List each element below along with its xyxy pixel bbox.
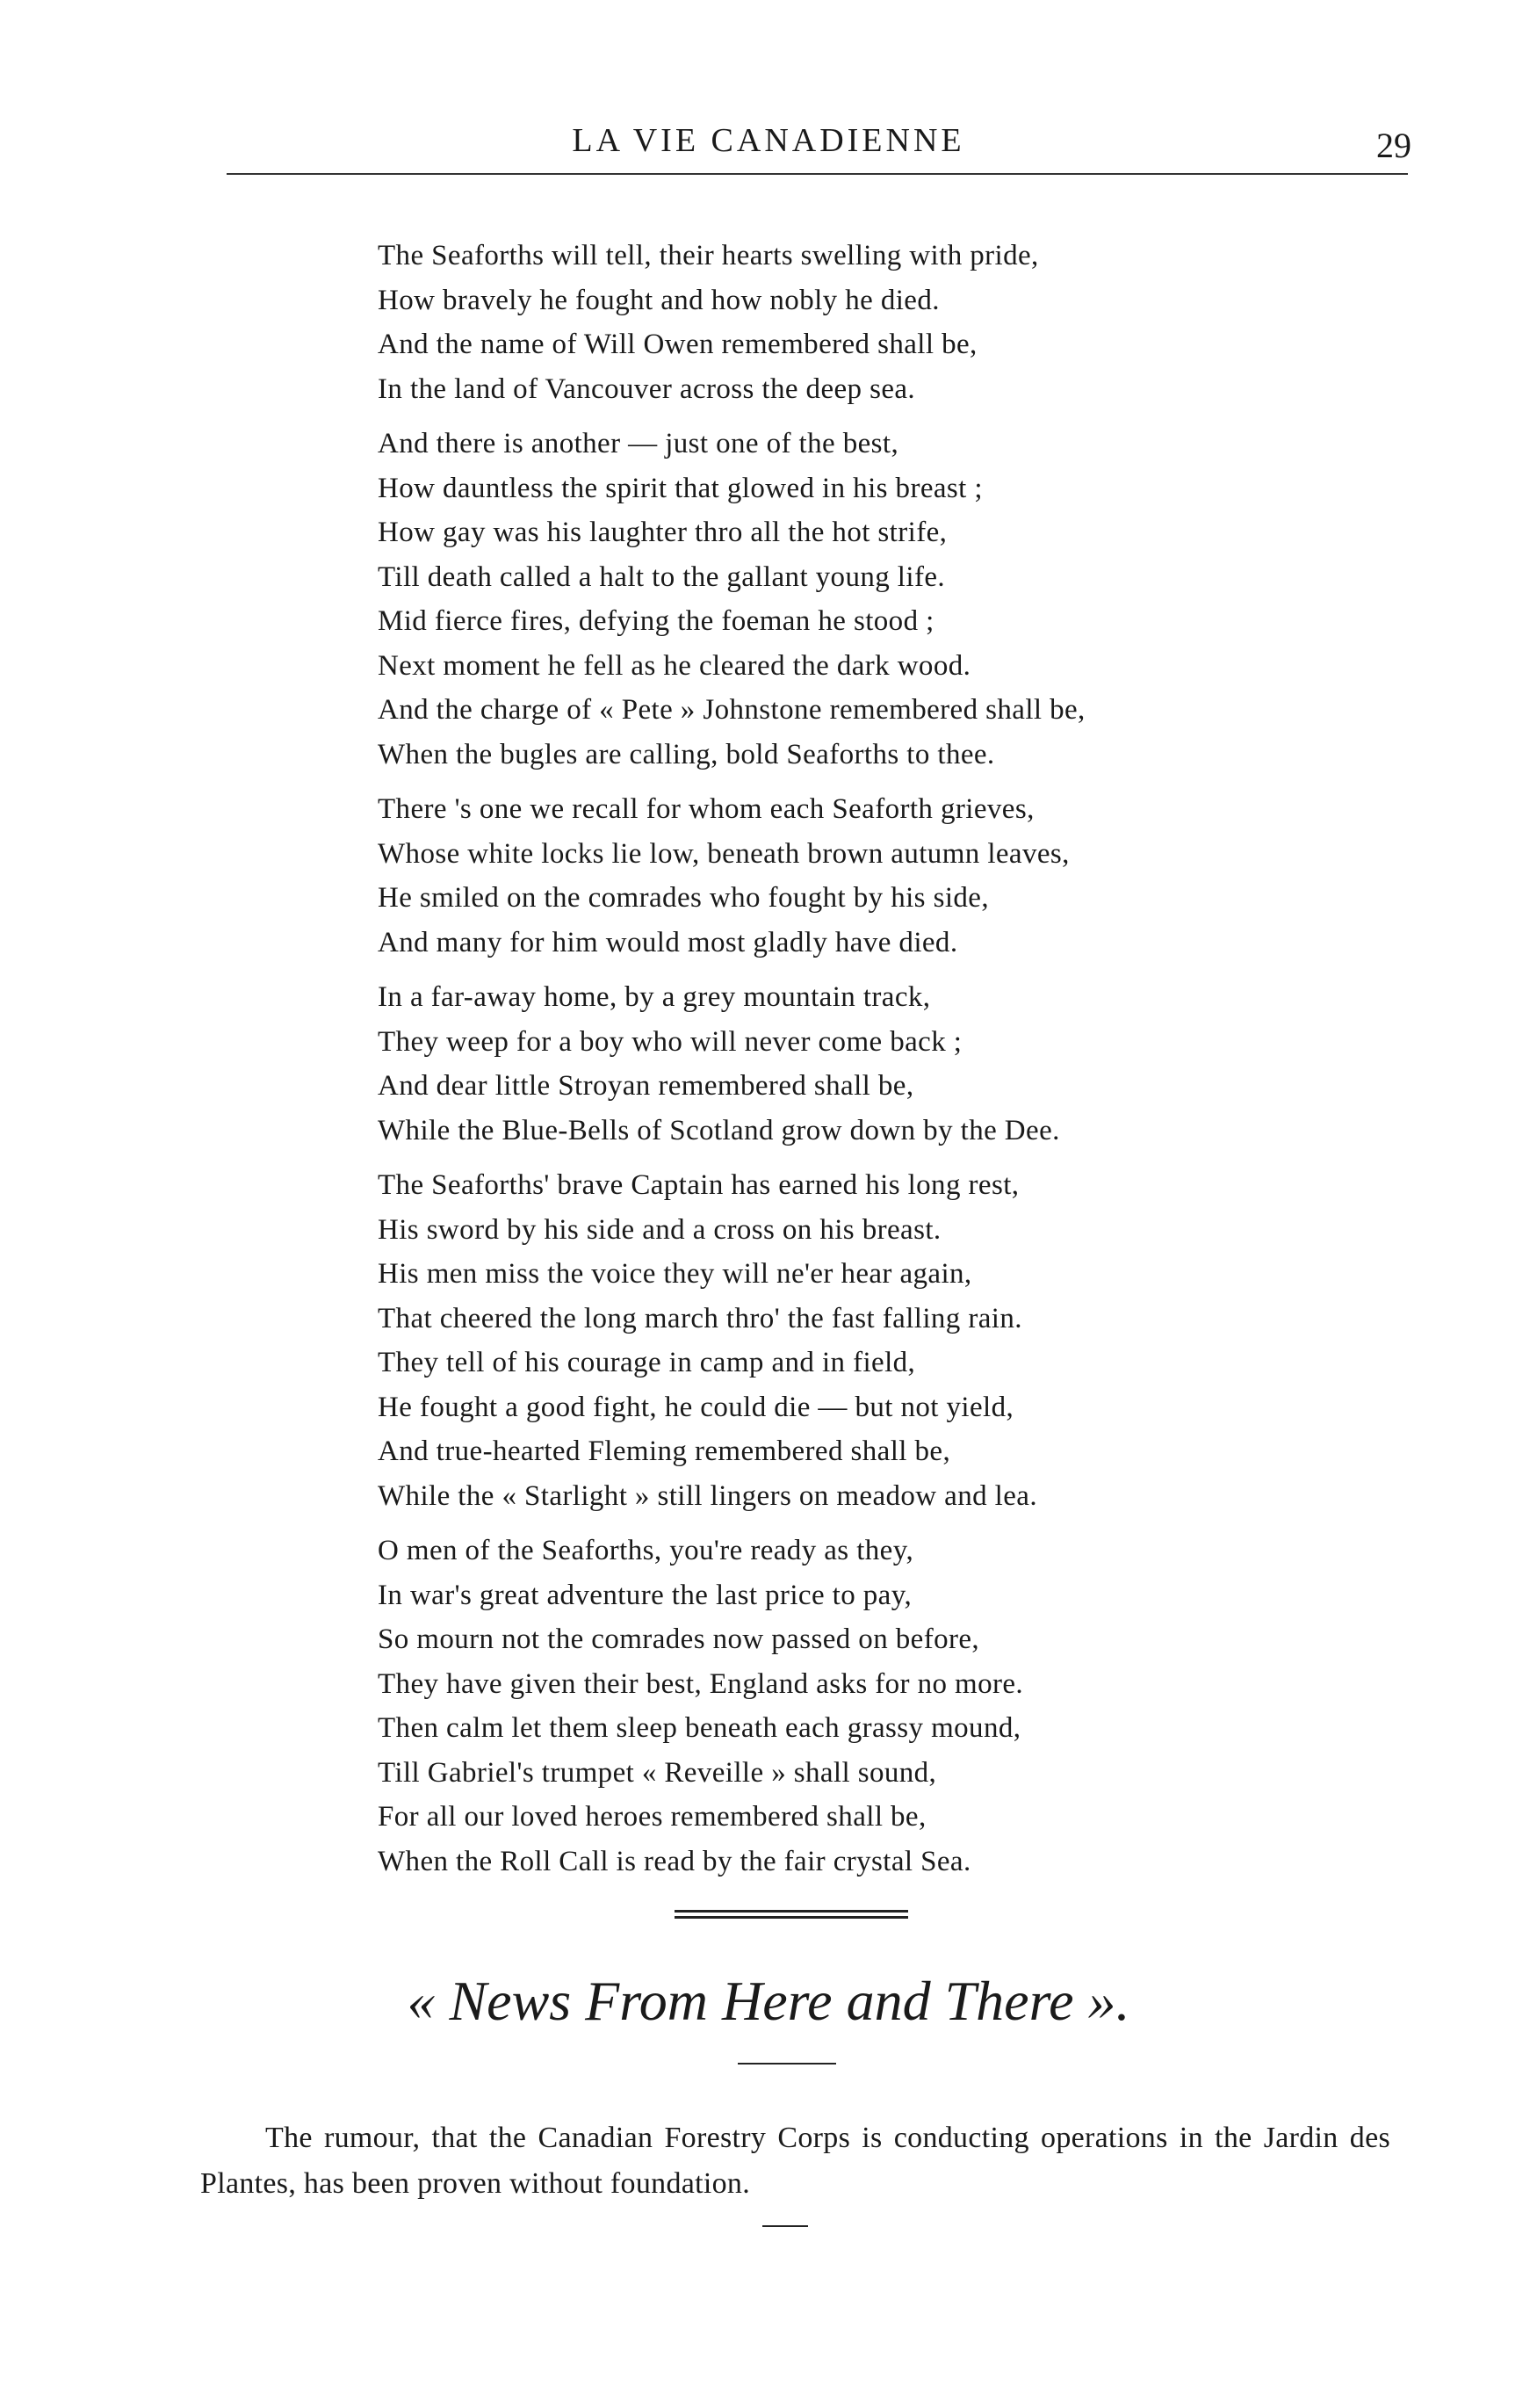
poem-line: That cheered the long march thro' the fast falling rain. bbox=[378, 1302, 1022, 1334]
poem-line: When the Roll Call is read by the fair crystal Sea. bbox=[378, 1845, 971, 1877]
poem-line: And the charge of « Pete » Johnstone remembered shall be, bbox=[378, 694, 1086, 726]
poem-stanza bbox=[378, 1163, 1388, 1518]
poem bbox=[378, 234, 1388, 1894]
poem-line: His sword by his side and a cross on his breast. bbox=[378, 1213, 942, 1246]
section-divider bbox=[675, 1910, 908, 1919]
poem-line: Mid fierce fires, defying the foeman he stood ; bbox=[378, 605, 934, 637]
title-rule bbox=[738, 2063, 836, 2065]
poem-line: O men of the Seaforths, you're ready as they, bbox=[378, 1535, 914, 1566]
news-paragraph: The rumour, that the Canadian Forestry Corps is conducting operations in the Jardin des Plantes, has been proven without foundation. bbox=[200, 2122, 1390, 2200]
poem-stanza bbox=[378, 234, 1388, 411]
poem-line: They have given their best, England asks for no more. bbox=[378, 1667, 1024, 1700]
poem-line: How dauntless the spirit that glowed in his breast ; bbox=[378, 472, 983, 504]
poem-line: And there is another — just one of the best, bbox=[378, 428, 899, 459]
poem-line: In the land of Vancouver across the deep sea. bbox=[378, 372, 916, 405]
page-number: 29 bbox=[1376, 126, 1411, 165]
poem-line: They tell of his courage in camp and in field, bbox=[378, 1347, 916, 1378]
paragraph-end-rule bbox=[762, 2225, 808, 2227]
poem-line: He fought a good fight, he could die — but not yield, bbox=[378, 1391, 1014, 1423]
poem-line: The Seaforths' brave Captain has earned his long rest, bbox=[378, 1169, 1020, 1201]
header-rule bbox=[227, 173, 1408, 175]
poem-line: And the name of Will Owen remembered shall be, bbox=[378, 329, 978, 360]
poem-line: How gay was his laughter thro all the hot strife, bbox=[378, 517, 948, 548]
poem-line: How bravely he fought and how nobly he died. bbox=[378, 284, 940, 316]
poem-line: And true-hearted Fleming remembered shall be, bbox=[378, 1435, 951, 1467]
poem-line: Till death called a halt to the gallant young life. bbox=[378, 560, 946, 593]
poem-line: While the « Starlight » still lingers on meadow and lea. bbox=[378, 1479, 1037, 1512]
poem-line: And many for him would most gladly have died. bbox=[378, 926, 958, 958]
section-title: « News From Here and There ». bbox=[407, 1970, 1130, 2032]
poem-stanza bbox=[378, 787, 1388, 965]
poem-stanza bbox=[378, 1529, 1388, 1884]
poem-line: Whose white locks lie low, beneath brown autumn leaves, bbox=[378, 837, 1070, 870]
poem-stanza bbox=[378, 975, 1388, 1153]
poem-line: In a far-away home, by a grey mountain track, bbox=[378, 981, 931, 1013]
poem-line: Then calm let them sleep beneath each grassy mound, bbox=[378, 1712, 1021, 1744]
poem-line: His men miss the voice they will ne'er hear again, bbox=[378, 1258, 972, 1290]
poem-line: Till Gabriel's trumpet « Reveille » shall sound, bbox=[378, 1756, 937, 1789]
poem-line: In war's great adventure the last price to pay, bbox=[378, 1579, 913, 1611]
running-title: LA VIE CANADIENNE bbox=[572, 122, 965, 159]
poem-stanza bbox=[378, 422, 1388, 777]
poem-line: While the Blue-Bells of Scotland grow down by the Dee. bbox=[378, 1114, 1060, 1146]
poem-line: There 's one we recall for whom each Seaforth grieves, bbox=[378, 793, 1035, 825]
poem-line: For all our loved heroes remembered shall be, bbox=[378, 1801, 927, 1833]
poem-line: He smiled on the comrades who fought by his side, bbox=[378, 882, 989, 914]
poem-line: And dear little Stroyan remembered shall be, bbox=[378, 1070, 914, 1102]
poem-line: The Seaforths will tell, their hearts swelling with pride, bbox=[378, 240, 1039, 271]
poem-line: They weep for a boy who will never come back ; bbox=[378, 1025, 963, 1058]
poem-line: Next moment he fell as he cleared the dark wood. bbox=[378, 649, 971, 682]
poem-line: When the bugles are calling, bold Seaforths to thee. bbox=[378, 738, 995, 770]
poem-line: So mourn not the comrades now passed on before, bbox=[378, 1623, 980, 1655]
